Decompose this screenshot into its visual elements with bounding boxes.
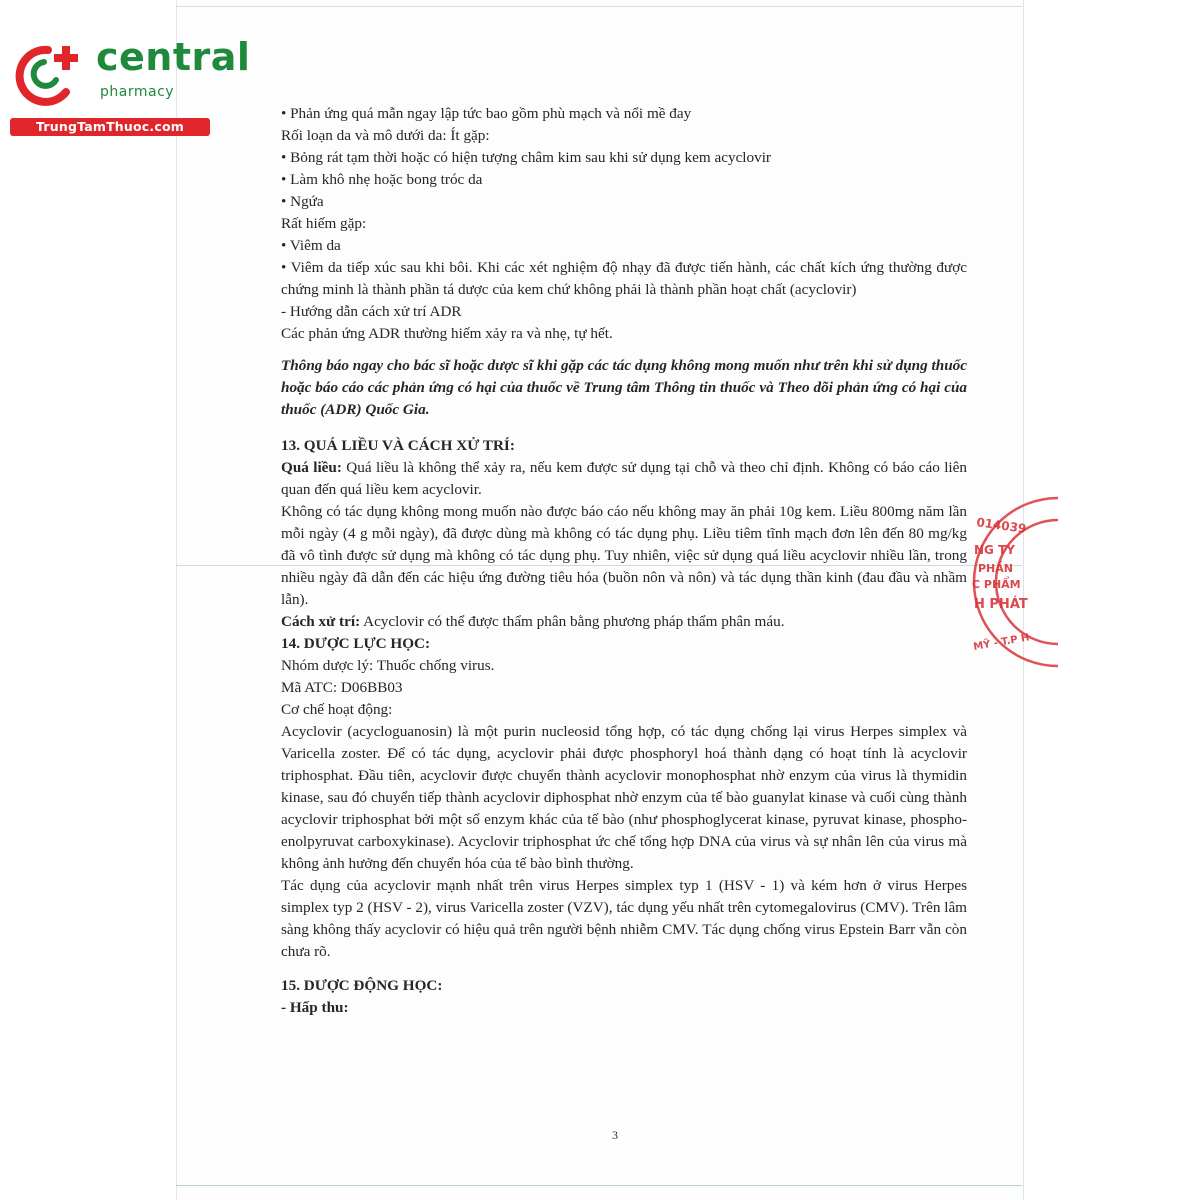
text-line: Các phản ứng ADR thường hiếm xảy ra và nhẹ, tự hết. [281,325,613,342]
text-line: • Phản ứng quá mẫn ngay lập tức bao gồm phù mạch và nổi mề đay [281,105,692,122]
svg-text:014039: 014039 [975,515,1028,536]
text-line: Nhóm dược lý: Thuốc chống virus. [281,657,495,674]
text-line: • Viêm da [281,237,341,254]
pharmacy-cross-logo-icon [10,40,84,106]
text-line: Mã ATC: D06BB03 [281,679,403,696]
svg-text:NG TY: NG TY [974,543,1015,557]
document-body [281,103,967,1019]
text-paragraph: Không có tác dụng không mong muốn nào được báo cáo nếu không may ăn phải 10g kem. Liều 800mg năm lần mỗi ngày (4 g mỗi ngày), đã được dùng mà không có tác dụng phụ. Liều tiêm tĩnh mạch đơn lên đến 80 mg/kg đã vô tình được sử dụng mà không có tác dụng phụ. Tuy nhiên, việc sử dụng quá liều acyclovir nhiều lần, trong nhiều ngày đã dẫn đến các hiệu ứng đường tiêu hóa (buồn nôn và nôn) và tác dụng thần kinh (đau đầu và nhầm lẫn). [281,503,967,608]
svg-text:H PHÁT: H PHÁT [974,597,1028,612]
logo-subtitle: pharmacy [100,84,175,100]
logo-wordmark: central [96,35,251,79]
scan-edge-line [176,1185,1022,1186]
section-heading: 15. DƯỢC ĐỘNG HỌC: [281,977,443,994]
text-line: Cơ chế hoạt động: [281,701,393,718]
section-heading: 14. DƯỢC LỰC HỌC: [281,635,431,652]
adr-notice: Thông báo ngay cho bác sĩ hoặc dược sĩ khi gặp các tác dụng không mong muốn như trên khi sử dụng thuốc hoặc báo cáo các phản ứng có hại của thuốc về Trung tâm Thông tin thuốc và Theo dõi phản ứng có hại của thuốc (ADR) Quốc Gia. [281,357,967,418]
overdose-label: Quá liều: [281,459,342,476]
text-line: Rối loạn da và mô dưới da: Ít gặp: [281,127,490,144]
company-seal-stamp [968,492,1058,672]
overdose-paragraph [281,457,967,501]
text-paragraph: • Viêm da tiếp xúc sau khi bôi. Khi các xét nghiệm độ nhạy đã được tiến hành, các chất kích ứng thường được chứng minh là thành phần tá dược của kem chứ không phải là thành phần hoạt chất (acyclovir) [281,259,967,298]
central-pharmacy-logo[interactable] [10,35,251,136]
treatment-paragraph [281,611,967,633]
svg-text:MỸ - T.P H: MỸ - T.P H [972,632,1031,653]
treatment-label: Cách xử trí: [281,613,361,630]
page-number: 3 [612,1128,618,1142]
text-line: Rất hiếm gặp: [281,215,367,232]
overdose-text: Quá liều là không thể xảy ra, nếu kem được sử dụng tại chỗ và theo chỉ định. Không có báo cáo liên quan đến quá liều kem acyclovir. [281,459,967,498]
text-line: • Làm khô nhẹ hoặc bong tróc da [281,171,483,188]
text-paragraph: Acyclovir (acycloguanosin) là một purin nucleosid tổng hợp, có tác dụng chống lại virus Herpes simplex và Varicella zoster. Để có tác dụng, acyclovir phải được phosphoryl hoá thành dạng có hoạt tính là acyclovir triphosphat. Đầu tiên, acyclovir được chuyển thành acyclovir monophosphat nhờ enzym của virus là thymidin kinase, sau đó chuyển tiếp thành acyclovir diphosphat nhờ enzym của tế bào guanylat kinase và cuối cùng thành acyclovir triphosphat bởi một số enzym khác của tế bào (như phosphoglycerat kinase, pyruvat kinase, phospho-enolpyruvat carboxykinase). Acyclovir triphosphat ức chế tổng hợp DNA của virus và sự nhân lên của virus mà không ảnh hưởng đến chuyển hóa của tế bào bình thường. [281,723,967,872]
text-paragraph: Tác dụng của acyclovir mạnh nhất trên virus Herpes simplex typ 1 (HSV - 1) và kém hơn ở virus Herpes simplex typ 2 (HSV - 2), virus Varicella zoster (VZV), tác dụng yếu nhất trên cytomegalovirus (CMV). Trên lâm sàng không thấy acyclovir có hiệu quả trên người bệnh nhiễm CMV. Tác dụng chống virus Epstein Barr vẫn còn chưa rõ. [281,877,967,960]
treatment-text: Acyclovir có thể được thẩm phân bằng phương pháp thẩm phân máu. [360,613,785,630]
svg-text:C PHẨM: C PHẨM [972,578,1021,591]
text-line: • Ngứa [281,193,324,210]
subsection-heading: - Hấp thu: [281,999,349,1016]
svg-text:PHẦN: PHẦN [978,562,1013,575]
text-line: • Bỏng rát tạm thời hoặc có hiện tượng châm kim sau khi sử dụng kem acyclovir [281,149,771,166]
text-line: - Hướng dẫn cách xử trí ADR [281,303,462,320]
scan-edge-line [176,6,1022,7]
section-heading: 13. QUÁ LIỀU VÀ CÁCH XỬ TRÍ: [281,437,515,454]
logo-site-banner: TrungTamThuoc.com [10,118,210,136]
